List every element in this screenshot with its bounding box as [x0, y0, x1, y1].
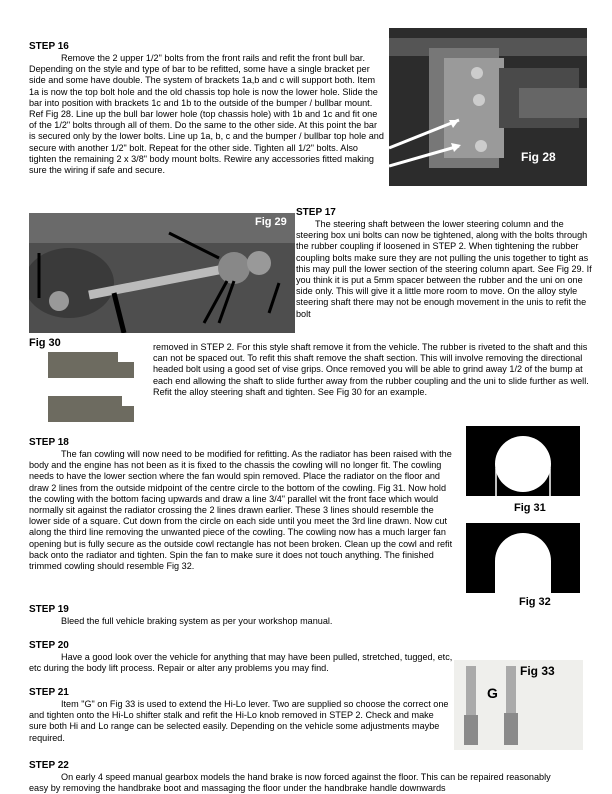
step21-text: Item "G" on Fig 33 is used to extend the Hi-Lo lever. Two are supplied so choose the correct one and tighten onto the Hi-Lo shifter stalk and refit the Hi-Lo knob removed in STEP 2. Check and make sure both Hi and Lo range can be selected easily. Depending on the vehicle some adjustments maybe required.: [29, 699, 449, 743]
step20-heading: STEP 20: [29, 640, 69, 651]
step17-heading: STEP 17: [296, 207, 336, 218]
fig30-photo: [48, 350, 134, 426]
step22-heading: STEP 22: [29, 760, 69, 771]
fig31-image: [466, 426, 580, 496]
step18-heading: STEP 18: [29, 437, 69, 448]
step21-heading: STEP 21: [29, 687, 69, 698]
fig30-label: Fig 30: [29, 337, 61, 349]
step20-text: Have a good look over the vehicle for anything that may have been pulled, stretched, tugged, etc, etc during the body lift process. Repair or alter any problems you may find.: [29, 652, 453, 674]
fig29-label: Fig 29: [255, 216, 287, 228]
fig29-photo: [29, 213, 295, 333]
fig33-photo: [454, 660, 583, 750]
fig32-label: Fig 32: [519, 596, 551, 608]
fig28-label: Fig 28: [521, 150, 556, 164]
step19-heading: STEP 19: [29, 604, 69, 615]
step16-heading: STEP 16: [29, 41, 69, 52]
step16-text: Remove the 2 upper 1/2" bolts from the front rails and refit the front bull bar. Depending on the style and type of bar to be refitted, some have a single bracket per side and some have double. The system of brackets 1a,b and c will support both. Item 1a is now the top bolt hole and the old chassis top hole is now the lower hole. Slide the bar into position with brackets 1c and 1b to the outside of the bumper / bullbar mount. Ref Fig 28. Line up the bull bar lower hole (top chassis hole) with 1b and 1c and fit one of the 1/2" bolts through all of them. Do the same to the other side. At this point the bar is secured only by the lower bolts. Line up 1a, b, c and the bumper / bullbar top hole and secure with another 1/2" bolt. Repeat for the other side. Tighten all 1/2" bolts. Also tighten the remaining 2 x 3/8" body mount bolts. Rewire any accessories fitted making sure the wiring if safe and secure.: [29, 53, 384, 176]
fig33-item-letter: G: [487, 685, 498, 701]
fig33-label: Fig 33: [520, 664, 555, 678]
step17-text-bottom: removed in STEP 2. For this style shaft remove it from the vehicle. The rubber is riveted to the shaft and this can not be spaced out. To refit this shaft remove the shaft section. This will involve removing the directional headed bolt using a good set of vise grips. Once removed you will be able to grind away 1/2 of the bump at each end allowing the shaft to slide further away from the rubber coupling and the uni to slide further as well. Refit the alloy steering shaft and tighten. See Fig 30 for an example.: [153, 342, 589, 397]
step18-text: The fan cowling will now need to be modified for refitting. As the radiator has been raised with the body and the engine has not been as it is fixed to the chassis the cowling will no longer fit. The cowling needs to have the lower section where the fan would spin removed. Place the radiator on the floor and draw 2 lines from the outside midpoint of the centre circle to the bottom of the cowling. Fig 31. Now hold the cowling with the bottom facing upwards and draw a line 3/4" parallel wit the front face which would normally sit against the radiator crossing the 2 lines drawn earlier. These 3 lines should resemble the lower side of a square. Cut down from the circle on each side until you meet the 3rd line drawn. Now cut along the third line removing the unwanted piece of the cowling. The cowling now has a much larger fan opening but is fully secure as the outside cowl rectangle has not been broken. Clean up the cowl and refit back onto the radiator and tighten. Spin the fan to make sure it does not touch anything. The finished trimmed cowling should resemble Fig 32.: [29, 449, 453, 572]
fig28-photo: [389, 28, 587, 186]
fig31-label: Fig 31: [514, 502, 546, 514]
fig32-image: [466, 523, 580, 593]
step19-text: Bleed the full vehicle braking system as per your workshop manual.: [61, 616, 333, 626]
step22-text: On early 4 speed manual gearbox models the hand brake is now forced against the floor. This can be repaired reasonably easy by removing the handbrake boot and massaging the floor under the handbrake handle downwards: [29, 772, 551, 794]
step17-text-side: The steering shaft between the lower steering column and the steering box uni bolts can now be tightened, along with the bolts through the rubber coupling if loosened in STEP 2. When tightening the rubber coupling bolts make sure they are not pulling the unis together to tight as this may pull the lower section of the steering column apart. See Fig 29. If you think it is put a 5mm spacer between the rubber and the uni on one side only. This will give it a little more room to move. On the alloy style steering shaft there may not be enough movement in the unis to refit the bolt: [296, 219, 592, 319]
